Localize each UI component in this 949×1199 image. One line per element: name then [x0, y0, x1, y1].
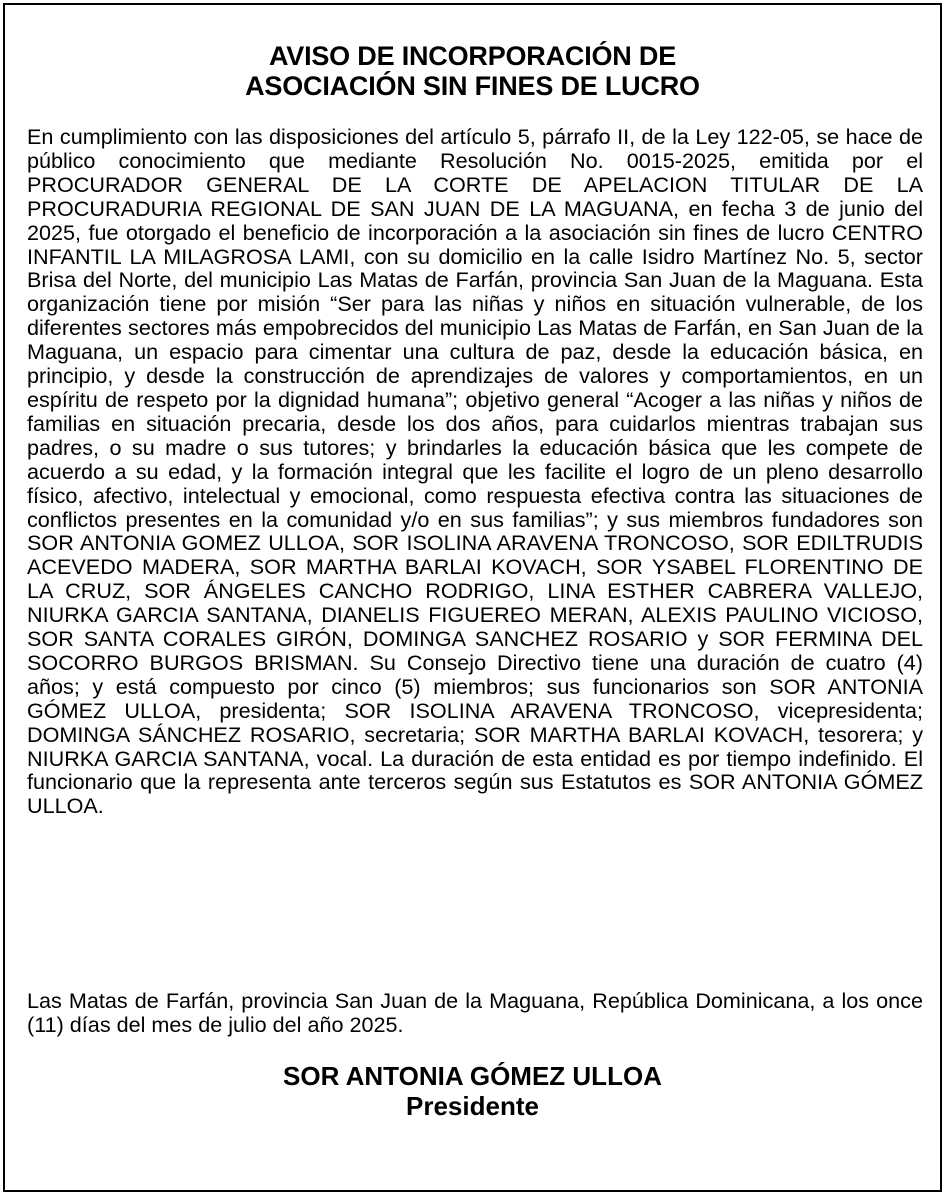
notice-title-line-2: ASOCIACIÓN SIN FINES DE LUCRO [245, 71, 700, 101]
notice-body [27, 125, 923, 818]
signature-block [5, 1061, 940, 1121]
notice-closing [27, 989, 923, 1037]
notice-title [5, 41, 940, 101]
notice-title-line-1: AVISO DE INCORPORACIÓN DE [268, 41, 677, 71]
signatory-name: SOR ANTONIA GÓMEZ ULLOA [283, 1061, 662, 1091]
signatory-role: Presidente [406, 1091, 539, 1121]
notice-frame [3, 3, 942, 1192]
notice-closing-paragraph: Las Matas de Farfán, provincia San Juan de la Maguana, República Dominicana, a los once (11) días del mes de julio del año 2025. [27, 988, 923, 1037]
notice-body-paragraph: En cumplimiento con las disposiciones del artículo 5, párrafo II, de la Ley 122-05, se hace de público conocimiento que mediante Resolución No. 0015-2025, emitida por el PROCURADOR GENERAL DE LA CORTE DE APELACION TITULAR DE LA PROCURADURIA REGIONAL DE SAN JUAN DE LA MAGUANA, en fecha 3 de junio del 2025, fue otorgado el beneficio de incorporación a la asociación sin fines de lucro CENTRO INFANTIL LA MILAGROSA LAMI, con su domicilio en la calle Isidro Martínez No. 5, sector Brisa del Norte, del municipio Las Matas de Farfán, provincia San Juan de la Maguana. Esta organización tiene por misión “Ser para las niñas y niños en situación vulnerable, de los diferentes sectores más empobrecidos del municipio Las Matas de Farfán, en San Juan de la Maguana, un espacio para cimentar una cultura de paz, desde la educación básica, en principio, y desde la construcción de aprendizajes de valores y comportamientos, en un espíritu de respeto por la dignidad humana”; objetivo general “Acoger a las niñas y niños de familias en situación precaria, desde los dos años, para cuidarlos mientras trabajan sus padres, o su madre o sus tutores; y brindarles la educación básica que les compete de acuerdo a su edad, y la formación integral que les facilite el logro de un pleno desarrollo físico, afectivo, intelectual y emocional, como respuesta efectiva contra las situaciones de conflictos presentes en la comunidad y/o en sus familias”; y sus miembros fundadores son SOR ANTONIA GOMEZ ULLOA, SOR ISOLINA ARAVENA TRONCOSO, SOR EDILTRUDIS ACEVEDO MADERA, SOR MARTHA BARLAI KOVACH, SOR YSABEL FLORENTINO DE LA CRUZ, SOR ÁNGELES CANCHO RODRIGO, LINA ESTHER CABRERA VALLEJO, NIURKA GARCIA SANTANA, DIANELIS FIGUEREO MERAN, ALEXIS PAULINO VICIOSO, SOR SANTA CORALES GIRÓN, DOMINGA SANCHEZ ROSARIO y SOR FERMINA DEL SOCORRO BURGOS BRISMAN. Su Consejo Directivo tiene una duración de cuatro (4) años; y está compuesto por cinco (5) miembros; sus funcionarios son SOR ANTONIA GÓMEZ ULLOA, presidenta; SOR ISOLINA ARAVENA TRONCOSO, vicepresidenta; DOMINGA SÁNCHEZ ROSARIO, secretaria; SOR MARTHA BARLAI KOVACH, tesorera; y NIURKA GARCIA SANTANA, vocal. La duración de esta entidad es por tiempo indefinido. El funcionario que la representa ante terceros según sus Estatutos es SOR ANTONIA GÓMEZ ULLOA. [27, 124, 923, 819]
